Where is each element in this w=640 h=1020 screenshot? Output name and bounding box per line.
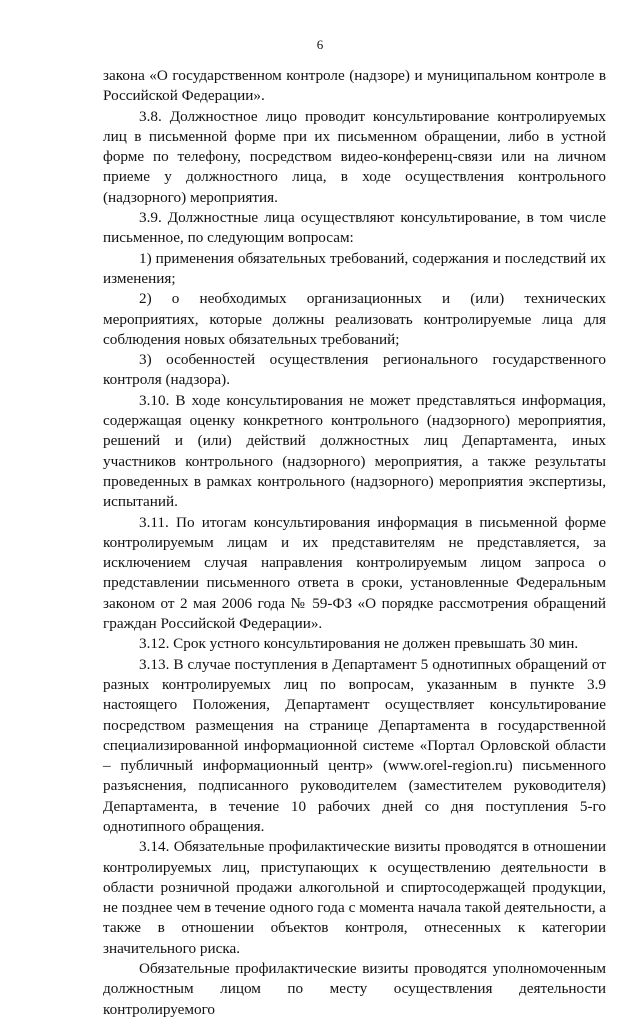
list-item-3: 3) особенностей осуществления регионального государственного контроля (надзора). <box>103 351 606 389</box>
paragraph-mandatory-visits: Обязательные профилактические визиты проводятся уполномоченным должностным лицом по месту осуществления деятельности контролируемого <box>103 960 606 1018</box>
document-body <box>103 66 606 1020</box>
paragraph-3-13: 3.13. В случае поступления в Департамент 5 однотипных обращений от разных контролируемых лиц по вопросам, указанным в пункте 3.9 настоящего Положения, Департамент осуществляет консультирование посредством размещения на странице Департамента в государственной специализированной информационной системе «Портал Орловской области – публичный информационный центр» (www.orel-region.ru) письменного разъяснения, подписанного руководителем (заместителем руководителя) Департамента, в течение 10 рабочих дней со дня поступления 5-го однотипного обращения. <box>103 655 606 835</box>
list-item-1: 1) применения обязательных требований, содержания и последствий их изменения; <box>103 249 606 287</box>
list-item-2: 2) о необходимых организационных и (или) технических мероприятиях, которые должны реализовать контролируемые лица для соблюдения новых обязательных требований; <box>103 290 606 348</box>
paragraph-3-11: 3.11. По итогам консультирования информация в письменной форме контролируемым лицам и их представителям не представляется, за исключением случая направления контролируемым лицом запроса о представлении письменного ответа в сроки, установленные Федеральным законом от 2 мая 2006 года № 59-ФЗ «О порядке рассмотрения обращений граждан Российской Федерации». <box>103 513 606 633</box>
paragraph-3-12: 3.12. Срок устного консультирования не должен превышать 30 мин. <box>139 635 579 653</box>
page-number: 6 <box>316 37 324 52</box>
paragraph-law-title-continuation: закона «О государственном контроле (надзоре) и муниципальном контроле в Российской Федерации». <box>103 67 606 105</box>
paragraph-3-9: 3.9. Должностные лица осуществляют консультирование, в том числе письменное, по следующим вопросам: <box>103 209 606 247</box>
paragraph-3-8: 3.8. Должностное лицо проводит консультирование контролируемых лиц в письменной форме при их письменном обращении, либо в устной форме по телефону, посредством видео-конференц-связи или на личном приеме у должностного лица, в ходе осуществления контрольного (надзорного) мероприятия. <box>103 107 606 206</box>
paragraph-3-10: 3.10. В ходе консультирования не может представляться информация, содержащая оценку конкретного контрольного (надзорного) мероприятия, решений и (или) действий должностных лиц Департамента, иных участников контрольного (надзорного) мероприятия, а также результаты проведенных в рамках контрольного (надзорного) мероприятия экспертизы, испытаний. <box>103 391 606 511</box>
paragraph-3-14: 3.14. Обязательные профилактические визиты проводятся в отношении контролируемых лиц, приступающих к осуществлению деятельности в области розничной продажи алкогольной и спиртосодержащей продукции, не позднее чем в течение одного года с момента начала такой деятельности, а также в отношении объектов контроля, отнесенных к категории значительного риска. <box>103 838 606 957</box>
